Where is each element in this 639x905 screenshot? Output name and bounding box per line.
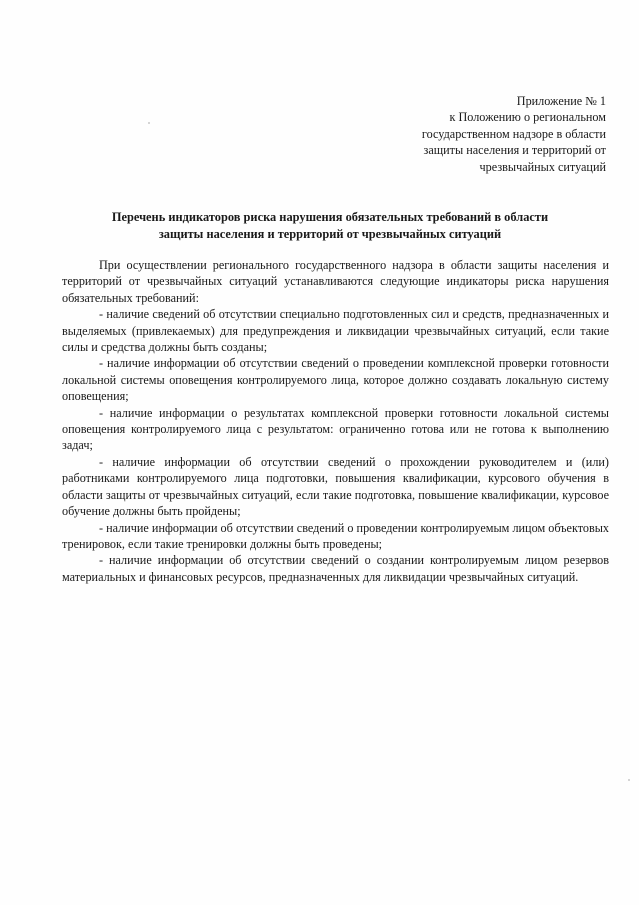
annex-number: Приложение № 1 xyxy=(516,94,606,108)
intro-paragraph: При осуществлении регионального государственного надзора в области защиты населения и территорий от чрезвычайных ситуаций устанавливаются следующие индикаторы риска нарушения обязательных требований: xyxy=(62,258,609,305)
annex-line: государственном надзоре в области xyxy=(421,126,606,141)
risk-indicator-item: - наличие информации об отсутствии сведений о проведении контролируемым лицом объектовых тренировок, если такие тренировки должны быть проведены; xyxy=(62,520,609,551)
risk-indicator-item: - наличие информации об отсутствии сведений о создании контролируемым лицом резервов материальных и финансовых ресурсов, предназначенных для ликвидации чрезвычайных ситуаций. xyxy=(62,553,609,584)
risk-indicator-item: - наличие информации об отсутствии сведений о прохождении руководителем и (или) работниками контролируемого лица подготовки, повышения квалификации, курсового обучения в области защиты от чрезвычайных ситуаций, если такие подготовка, повышение квалификации, курсовое обучение должны быть пройдены; xyxy=(62,454,609,519)
document-body xyxy=(62,257,609,585)
risk-indicator-item: - наличие информации об отсутствии сведений о проведении комплексной проверки готовности локальной системы оповещения контролируемого лица, которое должно создавать локальную систему оповещения; xyxy=(62,356,609,404)
title-line: Перечень индикаторов риска нарушения обязательных требований в области xyxy=(111,210,549,224)
risk-indicator-item: - наличие сведений об отсутствии специально подготовленных сил и средств, предназначенных и выделяемых (привлекаемых) для предупреждения и ликвидации чрезвычайных ситуаций, если такие силы и средства должны быть созданы; xyxy=(62,307,609,355)
risk-indicator-item: - наличие информации о результатах комплексной проверки готовности локальной системы оповещения контролируемого лица с результатом: ограниченно готова или не готова к выполнению задач; xyxy=(62,405,609,453)
title-line: защиты населения и территорий от чрезвычайных ситуаций xyxy=(158,226,502,241)
annex-line: защиты населения и территорий от xyxy=(423,143,606,158)
scan-speck xyxy=(628,779,630,781)
document-title xyxy=(40,209,620,242)
annex-header xyxy=(346,93,606,175)
annex-line: чрезвычайных ситуаций xyxy=(479,159,606,174)
scan-speck xyxy=(148,122,150,124)
annex-line: к Положению о региональном xyxy=(449,110,606,125)
